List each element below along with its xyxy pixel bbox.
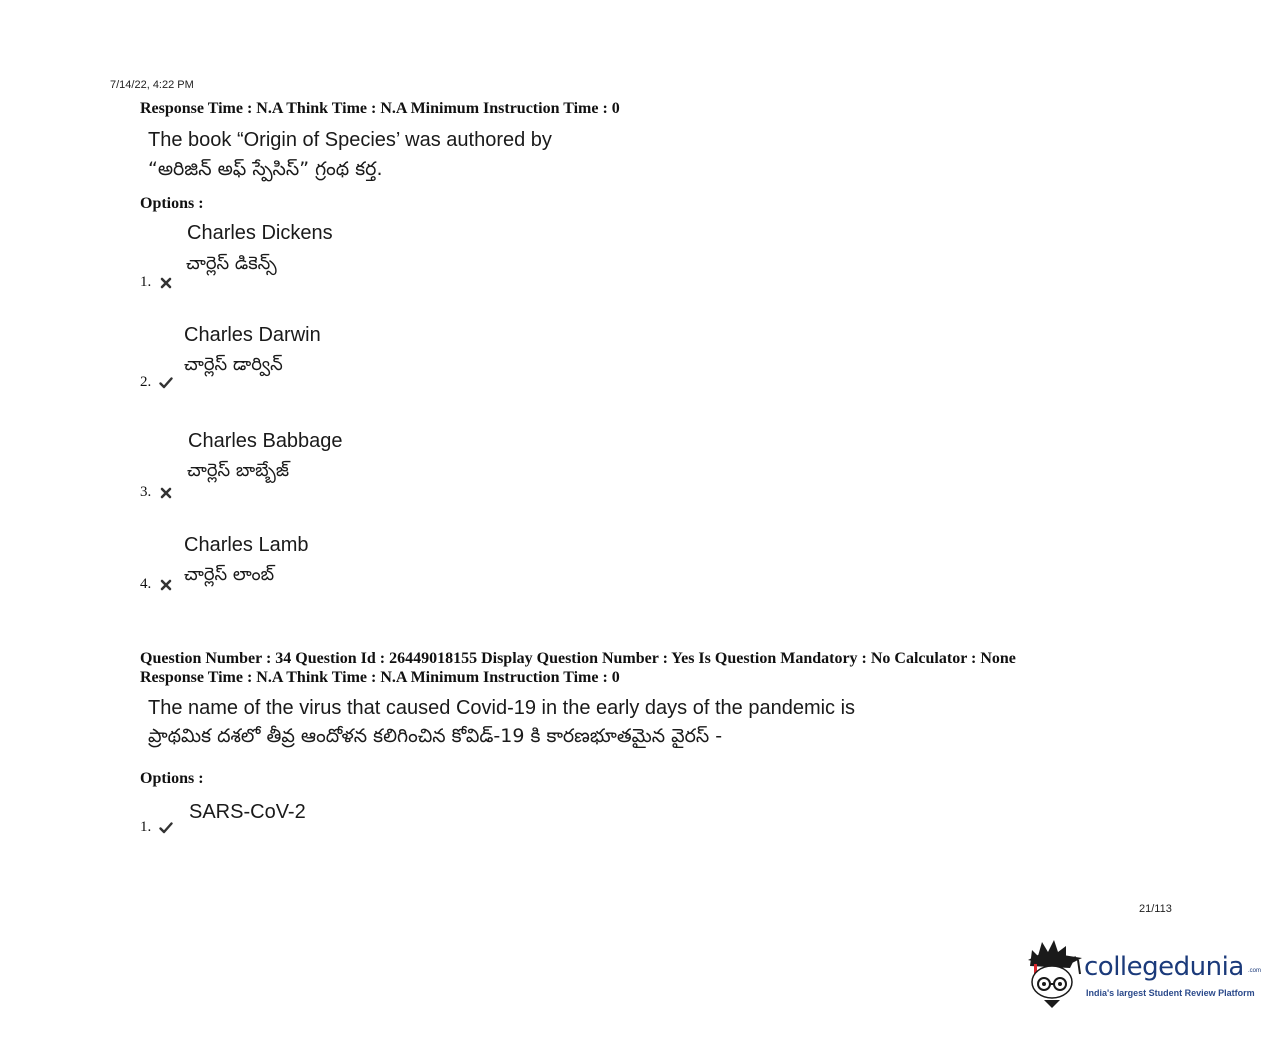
options-label: Options :: [140, 770, 204, 787]
question-text-english: The book “Origin of Species’ was authored by: [148, 129, 552, 151]
option-2-number: [140, 374, 173, 391]
question-meta-line: Response Time : N.A Think Time : N.A Minimum Instruction Time : 0: [140, 100, 620, 117]
option-3-number: [140, 484, 173, 501]
option-number-text: 1.: [140, 274, 152, 290]
collegedunia-logo: [1022, 938, 1262, 1010]
cross-icon: [159, 578, 173, 592]
cross-icon: [159, 276, 173, 290]
page-number: 21/113: [1139, 903, 1172, 915]
option-3-telugu: చార్లెస్ బాబ్బేజ్: [187, 460, 289, 481]
option-1-number: [140, 274, 173, 291]
question-meta-line-2: Response Time : N.A Think Time : N.A Minimum Instruction Time : 0: [140, 669, 620, 686]
print-timestamp: 7/14/22, 4:22 PM: [110, 79, 194, 91]
option-4-number: [140, 576, 173, 593]
option-number-text: 3.: [140, 484, 152, 500]
option-2-english: Charles Darwin: [184, 324, 321, 346]
option-2-telugu: చార్లెస్ డార్విన్: [184, 354, 283, 375]
option-3-english: Charles Babbage: [188, 430, 343, 452]
mascot-icon: [1022, 938, 1086, 1010]
option-number-text: 2.: [140, 374, 152, 390]
check-icon: [159, 821, 173, 835]
option-number-text: 1.: [140, 819, 152, 835]
cross-icon: [159, 486, 173, 500]
option-1-number: [140, 819, 173, 836]
question-meta-line-1: Question Number : 34 Question Id : 26449018155 Display Question Number : Yes Is Question Mandatory : No Calculator : None: [140, 650, 1016, 667]
option-4-english: Charles Lamb: [184, 534, 309, 556]
logo-tagline: India's largest Student Review Platform: [1086, 988, 1255, 998]
logo-wordmark: collegedunia: [1084, 952, 1244, 982]
question-text-telugu: ప్రాథమిక దశలో తీవ్ర ఆందోళన కలిగించిన కోవిడ్-19 కి కారణభూతమైన వైరస్ -: [148, 725, 723, 747]
question-text-telugu: “అరిజిన్ అఫ్ స్పేసిస్” గ్రంథ కర్త.: [148, 158, 383, 180]
check-icon: [159, 376, 173, 390]
option-1-telugu: చార్లెస్ డికెన్స్: [186, 253, 277, 274]
option-1-english: Charles Dickens: [187, 222, 333, 244]
option-1-english: SARS-CoV-2: [189, 801, 306, 823]
option-4-telugu: చార్లెస్ లాంబ్: [184, 564, 275, 585]
option-number-text: 4.: [140, 576, 152, 592]
question-text-english: The name of the virus that caused Covid-19 in the early days of the pandemic is: [148, 697, 856, 719]
logo-suffix: .com: [1248, 968, 1262, 974]
options-label: Options :: [140, 195, 204, 212]
